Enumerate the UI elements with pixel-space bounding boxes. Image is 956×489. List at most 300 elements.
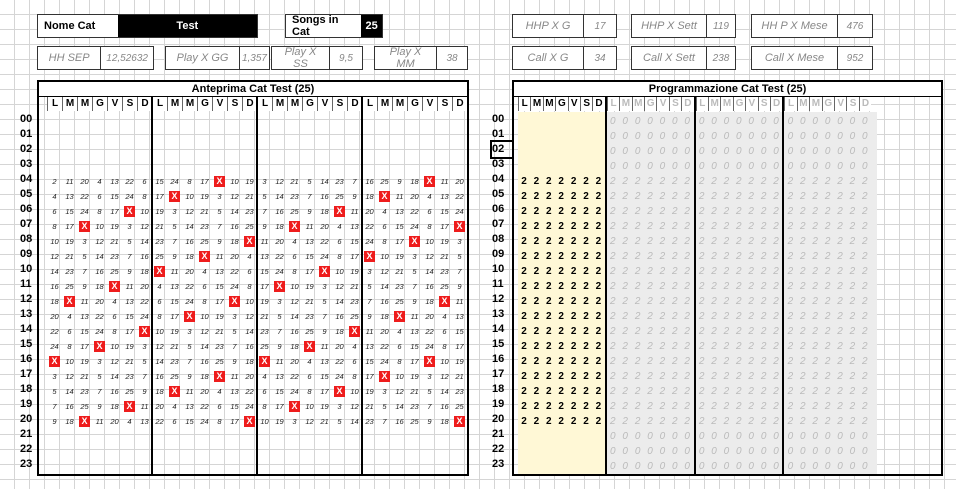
preview-cell[interactable]: 13	[80, 312, 89, 321]
program-cell-inactive[interactable]: 2	[824, 311, 831, 322]
program-cell-inactive[interactable]: 2	[736, 176, 742, 187]
program-cell-inactive[interactable]: 2	[684, 176, 690, 187]
preview-cell[interactable]: 17	[350, 252, 359, 261]
preview-cell[interactable]: 9	[412, 297, 417, 306]
program-cell-inactive[interactable]: 2	[837, 311, 843, 322]
program-cell-inactive[interactable]: 0	[698, 116, 705, 127]
preview-cell[interactable]: 7	[82, 267, 87, 276]
program-cell-inactive[interactable]: 2	[622, 191, 628, 202]
program-cell-inactive[interactable]: 2	[824, 386, 831, 397]
program-cell-inactive[interactable]: 2	[773, 386, 779, 397]
preview-cell[interactable]: 16	[185, 237, 194, 246]
preview-cell[interactable]: 5	[232, 327, 237, 336]
program-cell-inactive[interactable]: 2	[698, 416, 705, 427]
program-cell-inactive[interactable]: 2	[824, 266, 831, 277]
program-cell-inactive[interactable]: 2	[711, 236, 717, 247]
preview-cell[interactable]: 10	[245, 297, 254, 306]
preview-cell[interactable]: 11	[395, 192, 404, 201]
preview-cell[interactable]: 7	[307, 192, 312, 201]
program-cell-inactive[interactable]: 0	[634, 146, 641, 157]
preview-cell[interactable]: 15	[440, 207, 449, 216]
preview-cell[interactable]: 6	[337, 237, 342, 246]
preview-cell[interactable]: 18	[365, 192, 374, 201]
preview-cell[interactable]: 24	[275, 267, 284, 276]
program-cell[interactable]: 2	[546, 296, 552, 307]
preview-cell[interactable]: 14	[95, 252, 104, 261]
preview-cell[interactable]: 4	[382, 207, 387, 216]
program-cell-inactive[interactable]: 0	[610, 131, 616, 142]
preview-cell[interactable]: 17	[170, 312, 179, 321]
program-cell[interactable]: 2	[595, 281, 602, 292]
program-cell-inactive[interactable]: 0	[787, 161, 794, 172]
program-cell-inactive[interactable]: 0	[659, 431, 666, 442]
preview-cell[interactable]: 18	[380, 312, 389, 321]
preview-cell[interactable]: 6	[427, 207, 432, 216]
program-cell-inactive[interactable]: 2	[736, 236, 742, 247]
preview-cell[interactable]: 15	[305, 252, 314, 261]
program-hour-label[interactable]: 09	[492, 248, 505, 260]
preview-cell[interactable]: 10	[350, 387, 359, 396]
preview-cell[interactable]: 19	[305, 282, 314, 291]
program-cell-inactive[interactable]: 2	[862, 266, 868, 277]
program-cell-inactive[interactable]: 0	[634, 161, 641, 172]
preview-cell[interactable]: 12	[230, 192, 239, 201]
preview-cell[interactable]: 23	[215, 342, 224, 351]
preview-cell[interactable]: 25	[200, 237, 209, 246]
program-cell-inactive[interactable]: 2	[849, 356, 856, 367]
program-cell-inactive[interactable]: 2	[622, 401, 628, 412]
program-cell[interactable]: 2	[558, 341, 564, 352]
program-cell-inactive[interactable]: 2	[647, 281, 653, 292]
program-cell[interactable]: 2	[533, 236, 540, 247]
program-cell-inactive[interactable]: 0	[647, 116, 653, 127]
program-cell-inactive[interactable]: 0	[610, 161, 616, 172]
program-cell-inactive[interactable]: 2	[711, 296, 717, 307]
preview-cell[interactable]: 14	[65, 387, 74, 396]
preview-cell[interactable]: 25	[455, 402, 464, 411]
program-cell[interactable]: 2	[521, 386, 527, 397]
preview-x-mark[interactable]: X	[244, 416, 255, 427]
program-cell-inactive[interactable]: 2	[824, 281, 831, 292]
preview-cell[interactable]: 10	[140, 207, 149, 216]
program-cell-inactive[interactable]: 2	[622, 236, 628, 247]
program-cell-inactive[interactable]: 2	[748, 371, 754, 382]
preview-cell[interactable]: 3	[427, 372, 432, 381]
program-cell-inactive[interactable]: 2	[610, 236, 616, 247]
preview-cell[interactable]: 12	[380, 267, 389, 276]
preview-cell[interactable]: 9	[307, 207, 312, 216]
program-cell[interactable]: 2	[595, 401, 602, 412]
preview-cell[interactable]: 11	[320, 342, 329, 351]
preview-cell[interactable]: 21	[290, 177, 299, 186]
preview-cell[interactable]: 20	[365, 207, 374, 216]
program-cell[interactable]: 2	[546, 386, 552, 397]
preview-cell[interactable]: 6	[112, 312, 117, 321]
program-cell-inactive[interactable]: 2	[723, 416, 730, 427]
preview-cell[interactable]: 13	[65, 192, 74, 201]
program-cell[interactable]: 2	[521, 236, 527, 247]
preview-cell[interactable]: 16	[95, 267, 104, 276]
program-cell-inactive[interactable]: 0	[787, 446, 794, 457]
program-cell-inactive[interactable]: 2	[634, 386, 641, 397]
program-cell-inactive[interactable]: 2	[634, 401, 641, 412]
preview-cell[interactable]: 18	[110, 402, 119, 411]
program-cell[interactable]: 2	[570, 386, 577, 397]
program-cell-inactive[interactable]: 0	[723, 131, 730, 142]
program-cell[interactable]: 2	[583, 401, 589, 412]
program-cell-inactive[interactable]: 0	[698, 131, 705, 142]
preview-cell[interactable]: 20	[95, 297, 104, 306]
program-cell-inactive[interactable]: 2	[698, 401, 705, 412]
program-cell-inactive[interactable]: 2	[736, 221, 742, 232]
program-cell-inactive[interactable]: 2	[800, 206, 806, 217]
preview-cell[interactable]: 3	[382, 387, 387, 396]
program-cell[interactable]: 2	[521, 416, 527, 427]
preview-cell[interactable]: 25	[215, 357, 224, 366]
program-cell-inactive[interactable]: 2	[748, 281, 754, 292]
program-cell-inactive[interactable]: 0	[773, 461, 779, 472]
preview-cell[interactable]: 13	[230, 387, 239, 396]
preview-cell[interactable]: 14	[155, 357, 164, 366]
program-cell-inactive[interactable]: 2	[698, 251, 705, 262]
program-cell-inactive[interactable]: 2	[849, 311, 856, 322]
program-cell-inactive[interactable]: 0	[634, 461, 641, 472]
program-cell-inactive[interactable]: 0	[647, 146, 653, 157]
preview-cell[interactable]: 21	[245, 192, 254, 201]
program-cell[interactable]: 2	[583, 206, 589, 217]
preview-cell[interactable]: 17	[455, 342, 464, 351]
preview-cell[interactable]: 21	[200, 207, 209, 216]
program-cell[interactable]: 2	[546, 251, 552, 262]
preview-cell[interactable]: 25	[170, 372, 179, 381]
program-cell-inactive[interactable]: 2	[622, 371, 628, 382]
preview-cell[interactable]: 8	[112, 327, 117, 336]
program-cell-inactive[interactable]: 2	[849, 296, 856, 307]
program-cell-inactive[interactable]: 2	[672, 251, 678, 262]
program-hour-label[interactable]: 20	[492, 413, 505, 425]
program-cell-inactive[interactable]: 2	[812, 251, 818, 262]
preview-cell[interactable]: 22	[50, 327, 59, 336]
program-cell-inactive[interactable]: 2	[610, 326, 616, 337]
program-cell-inactive[interactable]: 2	[812, 236, 818, 247]
program-cell-inactive[interactable]: 0	[622, 116, 628, 127]
preview-cell[interactable]: 13	[170, 282, 179, 291]
program-cell-inactive[interactable]: 0	[622, 431, 628, 442]
program-cell[interactable]: 2	[533, 311, 540, 322]
preview-cell[interactable]: 3	[262, 177, 267, 186]
program-cell-inactive[interactable]: 2	[736, 386, 742, 397]
program-cell-inactive[interactable]: 2	[610, 206, 616, 217]
preview-cell[interactable]: 11	[260, 237, 269, 246]
program-hour-label[interactable]: 01	[492, 128, 505, 140]
program-cell-inactive[interactable]: 0	[824, 161, 831, 172]
program-cell-inactive[interactable]: 0	[647, 131, 653, 142]
program-cell-inactive[interactable]: 0	[684, 131, 690, 142]
program-cell-inactive[interactable]: 2	[622, 326, 628, 337]
preview-cell[interactable]: 17	[80, 342, 89, 351]
preview-cell[interactable]: 17	[65, 222, 74, 231]
program-cell[interactable]: 2	[595, 386, 602, 397]
program-cell-inactive[interactable]: 2	[787, 191, 794, 202]
program-cell[interactable]: 2	[570, 176, 577, 187]
program-cell-inactive[interactable]: 2	[824, 221, 831, 232]
preview-cell[interactable]: 16	[110, 387, 119, 396]
program-cell-inactive[interactable]: 2	[723, 221, 730, 232]
program-cell-inactive[interactable]: 2	[698, 296, 705, 307]
program-cell-inactive[interactable]: 0	[698, 446, 705, 457]
program-cell-inactive[interactable]: 0	[736, 146, 742, 157]
preview-cell[interactable]: 12	[65, 372, 74, 381]
preview-cell[interactable]: 16	[50, 282, 59, 291]
preview-cell[interactable]: 23	[155, 237, 164, 246]
program-cell-inactive[interactable]: 0	[723, 431, 730, 442]
program-cell[interactable]: 2	[583, 371, 589, 382]
program-cell-inactive[interactable]: 2	[659, 176, 666, 187]
program-cell-inactive[interactable]: 2	[748, 236, 754, 247]
preview-cell[interactable]: 21	[350, 282, 359, 291]
preview-cell[interactable]: 8	[67, 342, 72, 351]
program-cell-inactive[interactable]: 0	[812, 446, 818, 457]
program-cell-inactive[interactable]: 0	[698, 461, 705, 472]
preview-cell[interactable]: 18	[50, 297, 59, 306]
preview-cell[interactable]: 19	[260, 297, 269, 306]
program-cell-inactive[interactable]: 2	[634, 176, 641, 187]
preview-cell[interactable]: 18	[140, 267, 149, 276]
program-cell[interactable]: 2	[546, 281, 552, 292]
preview-cell[interactable]: 23	[290, 192, 299, 201]
program-cell-inactive[interactable]: 2	[837, 356, 843, 367]
program-hour-label[interactable]: 04	[492, 173, 505, 185]
preview-cell[interactable]: 12	[275, 177, 284, 186]
program-cell-inactive[interactable]: 2	[748, 341, 754, 352]
program-cell-inactive[interactable]: 2	[711, 206, 717, 217]
program-cell-inactive[interactable]: 2	[748, 416, 754, 427]
program-cell-inactive[interactable]: 0	[812, 146, 818, 157]
program-cell-inactive[interactable]: 2	[698, 176, 705, 187]
preview-cell[interactable]: 6	[217, 402, 222, 411]
program-cell[interactable]: 2	[558, 206, 564, 217]
program-cell-inactive[interactable]: 2	[837, 191, 843, 202]
program-cell-inactive[interactable]: 2	[684, 191, 690, 202]
program-cell-inactive[interactable]: 2	[634, 341, 641, 352]
program-cell-inactive[interactable]: 2	[812, 341, 818, 352]
preview-cell[interactable]: 22	[80, 192, 89, 201]
preview-cell[interactable]: 24	[425, 342, 434, 351]
program-cell-inactive[interactable]: 2	[760, 236, 767, 247]
program-cell-inactive[interactable]: 2	[659, 401, 666, 412]
preview-cell[interactable]: 22	[455, 192, 464, 201]
program-cell-inactive[interactable]: 2	[647, 311, 653, 322]
program-cell-inactive[interactable]: 0	[773, 116, 779, 127]
program-hour-label[interactable]: 10	[492, 263, 505, 275]
preview-cell[interactable]: 9	[277, 342, 282, 351]
program-cell-inactive[interactable]: 0	[672, 161, 678, 172]
program-cell-inactive[interactable]: 2	[711, 386, 717, 397]
program-cell-inactive[interactable]: 2	[760, 341, 767, 352]
program-cell-inactive[interactable]: 0	[787, 461, 794, 472]
preview-cell[interactable]: 3	[292, 417, 297, 426]
preview-cell[interactable]: 16	[65, 402, 74, 411]
program-cell-inactive[interactable]: 0	[723, 461, 730, 472]
program-cell-inactive[interactable]: 0	[812, 131, 818, 142]
program-cell[interactable]: 2	[583, 191, 589, 202]
program-cell-inactive[interactable]: 2	[773, 251, 779, 262]
program-cell[interactable]: 2	[546, 236, 552, 247]
program-cell[interactable]: 2	[558, 371, 564, 382]
program-cell-inactive[interactable]: 0	[748, 446, 754, 457]
program-cell[interactable]: 2	[595, 356, 602, 367]
preview-cell[interactable]: 7	[412, 282, 417, 291]
program-cell-inactive[interactable]: 2	[862, 176, 868, 187]
preview-cell[interactable]: 7	[277, 327, 282, 336]
program-cell-inactive[interactable]: 2	[736, 191, 742, 202]
preview-cell[interactable]: 9	[172, 252, 177, 261]
program-cell-inactive[interactable]: 0	[736, 461, 742, 472]
program-cell-inactive[interactable]: 2	[647, 236, 653, 247]
preview-cell[interactable]: 6	[67, 327, 72, 336]
preview-cell[interactable]: 22	[95, 312, 104, 321]
program-cell-inactive[interactable]: 2	[812, 311, 818, 322]
program-cell-inactive[interactable]: 2	[812, 281, 818, 292]
preview-cell[interactable]: 19	[170, 327, 179, 336]
program-hour-label[interactable]: 06	[492, 203, 505, 215]
preview-cell[interactable]: 20	[140, 282, 149, 291]
preview-cell[interactable]: 24	[245, 402, 254, 411]
program-cell-inactive[interactable]: 2	[748, 221, 754, 232]
program-cell-inactive[interactable]: 2	[672, 296, 678, 307]
program-cell-inactive[interactable]: 2	[837, 251, 843, 262]
program-cell-inactive[interactable]: 2	[736, 356, 742, 367]
program-cell-inactive[interactable]: 0	[748, 131, 754, 142]
preview-cell[interactable]: 12	[350, 402, 359, 411]
program-cell-inactive[interactable]: 2	[684, 341, 690, 352]
program-cell[interactable]: 2	[521, 341, 527, 352]
program-cell-inactive[interactable]: 2	[787, 206, 794, 217]
preview-cell[interactable]: 15	[455, 327, 464, 336]
nome-cat-value[interactable]: Test	[118, 15, 257, 37]
preview-cell[interactable]: 14	[50, 267, 59, 276]
program-cell[interactable]: 2	[533, 326, 540, 337]
program-cell-inactive[interactable]: 2	[773, 371, 779, 382]
program-cell-inactive[interactable]: 2	[760, 416, 767, 427]
program-cell-inactive[interactable]: 2	[647, 341, 653, 352]
preview-cell[interactable]: 14	[230, 207, 239, 216]
program-cell-inactive[interactable]: 0	[684, 446, 690, 457]
program-cell[interactable]: 2	[521, 356, 527, 367]
program-cell-inactive[interactable]: 2	[634, 371, 641, 382]
program-cell[interactable]: 2	[570, 416, 577, 427]
preview-cell[interactable]: 8	[397, 357, 402, 366]
program-cell-inactive[interactable]: 2	[862, 401, 868, 412]
preview-cell[interactable]: 25	[335, 192, 344, 201]
preview-cell[interactable]: 25	[350, 312, 359, 321]
preview-x-mark[interactable]: X	[379, 371, 390, 382]
program-cell-inactive[interactable]: 2	[672, 401, 678, 412]
preview-cell[interactable]: 18	[185, 252, 194, 261]
preview-cell[interactable]: 6	[262, 387, 267, 396]
preview-cell[interactable]: 3	[367, 267, 372, 276]
preview-cell[interactable]: 14	[395, 402, 404, 411]
preview-cell[interactable]: 14	[110, 372, 119, 381]
program-cell-inactive[interactable]: 0	[634, 446, 641, 457]
program-cell-inactive[interactable]: 2	[610, 356, 616, 367]
preview-cell[interactable]: 20	[425, 312, 434, 321]
program-cell[interactable]: 2	[583, 296, 589, 307]
program-cell-inactive[interactable]: 2	[711, 281, 717, 292]
preview-cell[interactable]: 9	[262, 222, 267, 231]
preview-x-mark[interactable]: X	[94, 341, 105, 352]
program-cell-inactive[interactable]: 2	[622, 176, 628, 187]
program-cell-inactive[interactable]: 2	[849, 401, 856, 412]
program-cell-inactive[interactable]: 0	[773, 146, 779, 157]
program-cell-inactive[interactable]: 2	[800, 371, 806, 382]
preview-cell[interactable]: 10	[335, 267, 344, 276]
program-cell-inactive[interactable]: 0	[760, 131, 767, 142]
program-cell-inactive[interactable]: 2	[711, 311, 717, 322]
program-cell-inactive[interactable]: 2	[837, 266, 843, 277]
preview-cell[interactable]: 22	[335, 357, 344, 366]
program-cell-inactive[interactable]: 2	[684, 236, 690, 247]
preview-cell[interactable]: 3	[142, 342, 147, 351]
program-cell-inactive[interactable]: 2	[773, 206, 779, 217]
preview-cell[interactable]: 5	[187, 342, 192, 351]
preview-x-mark[interactable]: X	[154, 266, 165, 277]
program-cell[interactable]: 2	[533, 416, 540, 427]
program-cell-inactive[interactable]: 2	[849, 221, 856, 232]
preview-cell[interactable]: 22	[425, 327, 434, 336]
preview-cell[interactable]: 16	[275, 207, 284, 216]
preview-x-mark[interactable]: X	[379, 191, 390, 202]
program-cell-inactive[interactable]: 2	[736, 311, 742, 322]
program-cell-inactive[interactable]: 0	[711, 431, 717, 442]
preview-cell[interactable]: 18	[245, 357, 254, 366]
program-cell-inactive[interactable]: 2	[773, 191, 779, 202]
program-cell-inactive[interactable]: 0	[723, 161, 730, 172]
preview-cell[interactable]: 25	[395, 297, 404, 306]
preview-cell[interactable]: 3	[457, 237, 462, 246]
program-cell-inactive[interactable]: 2	[773, 311, 779, 322]
program-cell-inactive[interactable]: 2	[862, 206, 868, 217]
program-cell-inactive[interactable]: 2	[723, 326, 730, 337]
program-cell[interactable]: 2	[546, 221, 552, 232]
preview-cell[interactable]: 6	[52, 207, 57, 216]
preview-cell[interactable]: 24	[320, 252, 329, 261]
program-cell[interactable]: 2	[595, 266, 602, 277]
program-cell[interactable]: 2	[570, 191, 577, 202]
program-cell-inactive[interactable]: 2	[711, 251, 717, 262]
preview-x-mark[interactable]: X	[409, 236, 420, 247]
program-cell-inactive[interactable]: 2	[773, 281, 779, 292]
preview-cell[interactable]: 13	[440, 192, 449, 201]
program-cell-inactive[interactable]: 2	[787, 356, 794, 367]
preview-cell[interactable]: 6	[442, 327, 447, 336]
program-cell-inactive[interactable]: 2	[659, 296, 666, 307]
program-cell-inactive[interactable]: 2	[647, 206, 653, 217]
program-hour-label[interactable]: 03	[492, 158, 505, 170]
program-cell[interactable]: 2	[595, 206, 602, 217]
program-cell[interactable]: 2	[521, 206, 527, 217]
preview-cell[interactable]: 15	[365, 357, 374, 366]
preview-cell[interactable]: 9	[127, 267, 132, 276]
program-cell-inactive[interactable]: 2	[736, 281, 742, 292]
preview-cell[interactable]: 9	[322, 327, 327, 336]
preview-x-mark[interactable]: X	[274, 281, 285, 292]
program-cell-inactive[interactable]: 0	[711, 116, 717, 127]
preview-cell[interactable]: 3	[52, 372, 57, 381]
program-cell-inactive[interactable]: 2	[610, 401, 616, 412]
preview-cell[interactable]: 16	[365, 177, 374, 186]
program-cell-inactive[interactable]: 2	[684, 386, 690, 397]
